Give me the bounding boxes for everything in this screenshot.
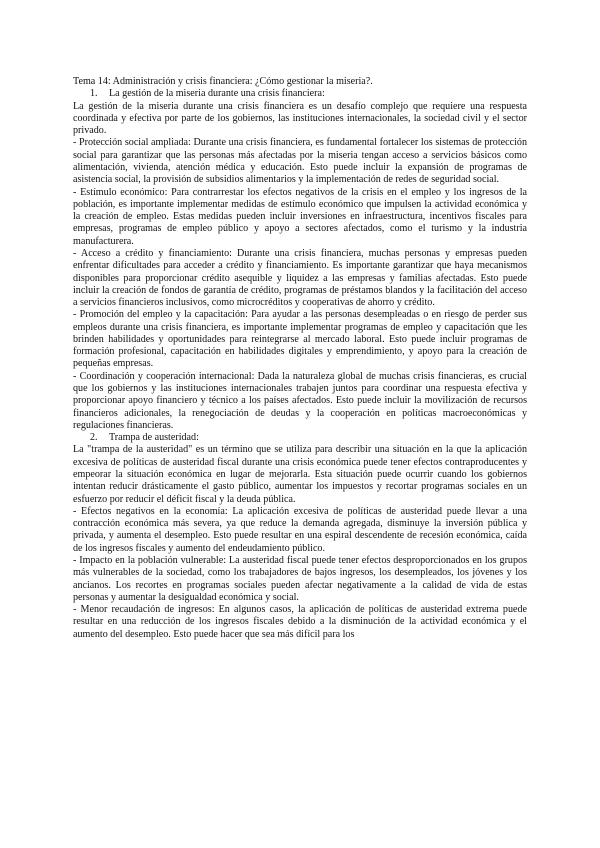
paragraph: - Estímulo económico: Para contrarrestar los efectos negativos de la crisis en el empleo y los ingresos de la población, es importante implementar medidas de estímulo económico que impulsen la actividad económica y la creación de empleo. Estas medidas pueden incluir inversiones en infraestructura, incentivos fiscales para empresas, programas de empleo público y apoyo a sectores afectados, como el turismo y la industria manufacturera. [73, 186, 527, 247]
paragraph: - Impacto en la población vulnerable: La austeridad fiscal puede tener efectos desproporcionados en los grupos más vulnerables de la sociedad, como los trabajadores de bajos ingresos, los desempleados, los jóvenes y los ancianos. Los recortes en programas sociales pueden afectar negativamente a la calidad de vida de estas personas y aumentar la desigualdad económica y social. [73, 554, 527, 603]
paragraph: - Menor recaudación de ingresos: En algunos casos, la aplicación de políticas de austeridad extrema puede resultar en una reducción de los ingresos fiscales debido a la disminución de la actividad económica y el aumento del desempleo. Esto puede hacer que sea más difícil para los [73, 604, 527, 640]
section-number: 2. [90, 432, 98, 444]
paragraph: - Coordinación y cooperación internacional: Dada la naturaleza global de muchas crisis financieras, es crucial que los gobiernos y las instituciones internacionales trabajen juntos para coordinar una respuesta efectiva y proporcionar apoyo financiero y técnico a los países afectados. Esto puede incluir la movilización de recursos financieros adicionales, la renegociación de deudas y la cooperación en políticas macroeconómicas y regulaciones financieras. [73, 370, 527, 431]
section-heading-text: Trampa de austeridad: [109, 432, 199, 444]
section-heading-1 [73, 88, 527, 100]
paragraph: - Protección social ampliada: Durante una crisis financiera, es fundamental fortalecer los sistemas de protección social para garantizar que las personas más afectadas por la miseria tengan acceso a servicios básicos como alimentación, vivienda, atención médica y educación. Esto puede incluir la expansión de programas de asistencia social, la provisión de subsidios alimentarios y la implementación de redes de seguridad social. [73, 137, 527, 186]
document-page [73, 76, 527, 641]
paragraph: - Efectos negativos en la economía: La aplicación excesiva de políticas de austeridad puede llevar a una contracción económica más severa, ya que reduce la demanda agregada, disminuye la inversión pública y privada, y aumenta el desempleo. Esto puede resultar en una espiral descendente de recesión económica, caída de los ingresos fiscales y aumento del endeudamiento público. [73, 505, 527, 554]
paragraph: - Acceso a crédito y financiamiento: Durante una crisis financiera, muchas personas y empresas pueden enfrentar dificultades para acceder a crédito y financiamiento. Es importante garantizar que haya mecanismos disponibles para proporcionar crédito asequible y liquidez a las empresas y familias afectadas. Esto puede incluir la creación de fondos de garantía de crédito, programas de préstamos blandos y la facilitación del acceso a servicios financieros inclusivos, como microcréditos y cooperativas de ahorro y crédito. [73, 247, 527, 309]
section-heading-2 [73, 432, 527, 444]
section-number: 1. [90, 88, 98, 100]
document-title: Tema 14: Administración y crisis financiera: ¿Cómo gestionar la miseria?. [73, 76, 373, 87]
paragraph: La gestión de la miseria durante una crisis financiera es un desafío complejo que requiere una respuesta coordinada y efectiva por parte de los gobiernos, las instituciones internacionales, la sociedad civil y el sector privado. [73, 100, 527, 137]
paragraph: - Promoción del empleo y la capacitación: Para ayudar a las personas desempleadas o en riesgo de perder sus empleos durante una crisis financiera, es importante implementar programas de empleo y capacitación que les brinden habilidades y oportunidades para reintegrarse al mercado laboral. Esto puede incluir programas de formación profesional, capacitación en habilidades digitales y emprendimiento, y apoyo para la creación de pequeñas empresas. [73, 309, 527, 370]
section-heading-text: La gestión de la miseria durante una crisis financiera: [109, 88, 325, 100]
paragraph: La "trampa de la austeridad" es un término que se utiliza para describir una situación en la que la aplicación excesiva de políticas de austeridad fiscal durante una crisis económica puede tener efectos contraproducentes y empeorar la situación económica en lugar de mejorarla. Esta situación puede ocurrir cuando los gobiernos intentan reducir drásticamente el gasto público, aumentar los impuestos y recortar programas sociales en un esfuerzo por reducir el déficit fiscal y la deuda pública. [73, 444, 527, 505]
